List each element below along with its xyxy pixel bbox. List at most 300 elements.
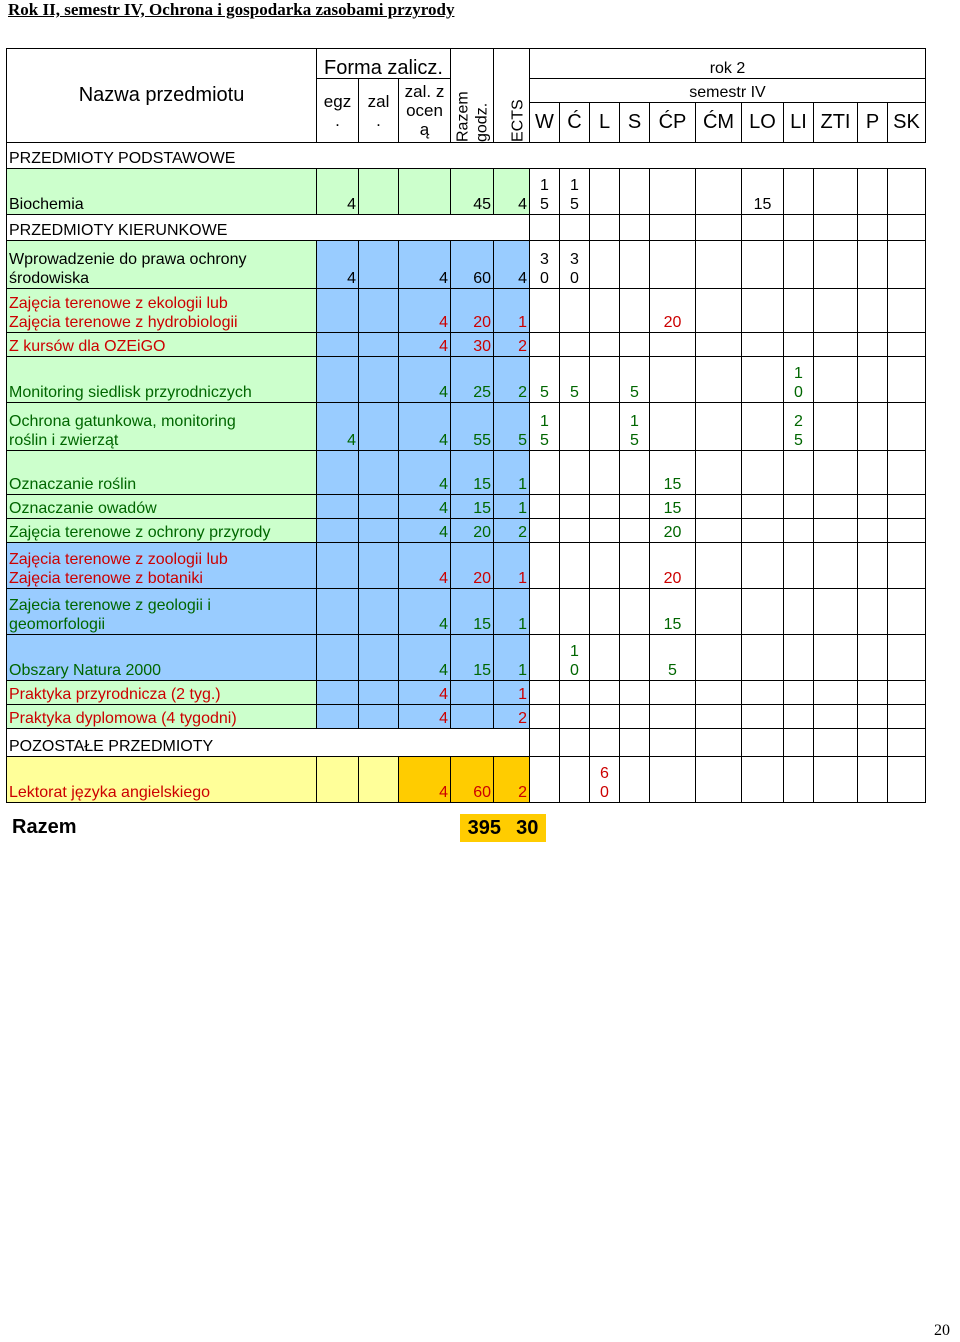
- cell-zal: [359, 589, 399, 635]
- cell-li: [784, 169, 814, 215]
- cell-cp: [650, 705, 696, 729]
- cell-cm: [696, 543, 742, 589]
- cell-zti: [814, 705, 858, 729]
- cell-w: [530, 681, 560, 705]
- cell-c: 1 0: [560, 635, 590, 681]
- table-row: [7, 333, 926, 357]
- cell-zalo: 4: [399, 357, 451, 403]
- cell-p: [858, 403, 888, 451]
- header-zal: zal .: [359, 79, 399, 143]
- cell-c: [560, 403, 590, 451]
- cell-c: [560, 543, 590, 589]
- cell-s: [620, 333, 650, 357]
- course-name: Z kursów dla OZEiGO: [7, 333, 317, 357]
- document-title: Rok II, semestr IV, Ochrona i gospodarka zasobami przyrody: [8, 0, 455, 19]
- empty-cell: [742, 215, 784, 241]
- cell-w: [530, 519, 560, 543]
- cell-sk: [888, 705, 926, 729]
- cell-li: [784, 681, 814, 705]
- cell-p: [858, 635, 888, 681]
- cell-li: [784, 543, 814, 589]
- cell-l: [590, 357, 620, 403]
- cell-p: [858, 757, 888, 803]
- header-zal-ocena: zal. z ocen ą: [399, 79, 451, 143]
- cell-c: [560, 333, 590, 357]
- cell-li: [784, 589, 814, 635]
- cell-sk: [888, 169, 926, 215]
- cell-zti: [814, 495, 858, 519]
- cell-zal: [359, 289, 399, 333]
- section-kierunkowe: PRZEDMIOTY KIERUNKOWE: [7, 215, 530, 241]
- cell-zal: [359, 635, 399, 681]
- total-hours: 395: [467, 816, 501, 839]
- cell-ects: 2: [494, 357, 530, 403]
- cell-zalo: 4: [399, 289, 451, 333]
- empty-cell: [650, 215, 696, 241]
- cell-ects: 4: [494, 169, 530, 215]
- cell-p: [858, 289, 888, 333]
- header-egz: egz .: [317, 79, 359, 143]
- cell-zti: [814, 519, 858, 543]
- header-type-cp: ĆP: [650, 103, 696, 143]
- cell-zalo: 4: [399, 635, 451, 681]
- cell-cp: 20: [650, 289, 696, 333]
- cell-cp: [650, 681, 696, 705]
- cell-lo: [742, 333, 784, 357]
- cell-zal: [359, 241, 399, 289]
- header-ects: ECTS: [494, 49, 530, 143]
- cell-ects: 4: [494, 241, 530, 289]
- cell-sk: [888, 589, 926, 635]
- cell-cm: [696, 241, 742, 289]
- cell-p: [858, 169, 888, 215]
- cell-razem: 30: [451, 333, 494, 357]
- cell-zalo: 4: [399, 543, 451, 589]
- empty-cell: [620, 215, 650, 241]
- cell-ects: 2: [494, 519, 530, 543]
- page-number: 20: [934, 1322, 950, 1339]
- cell-li: [784, 333, 814, 357]
- cell-ects: 5: [494, 403, 530, 451]
- cell-cp: [650, 333, 696, 357]
- section-podstawowe: PRZEDMIOTY PODSTAWOWE: [7, 143, 926, 169]
- table-row: [7, 757, 926, 803]
- cell-l: [590, 451, 620, 495]
- cell-l: [590, 519, 620, 543]
- header-type-w: W: [530, 103, 560, 143]
- cell-zti: [814, 681, 858, 705]
- empty-cell: [888, 729, 926, 757]
- cell-egz: [317, 705, 359, 729]
- cell-l: [590, 705, 620, 729]
- header-type-c: Ć: [560, 103, 590, 143]
- cell-li: [784, 757, 814, 803]
- cell-zti: [814, 289, 858, 333]
- course-name: Monitoring siedlisk przyrodniczych: [7, 357, 317, 403]
- cell-cm: [696, 451, 742, 495]
- cell-razem: 25: [451, 357, 494, 403]
- cell-li: [784, 705, 814, 729]
- cell-w: [530, 635, 560, 681]
- cell-zti: [814, 635, 858, 681]
- cell-sk: [888, 403, 926, 451]
- cell-sk: [888, 333, 926, 357]
- cell-zal: [359, 705, 399, 729]
- cell-s: [620, 705, 650, 729]
- cell-lo: [742, 495, 784, 519]
- cell-l: [590, 589, 620, 635]
- cell-zalo: 4: [399, 681, 451, 705]
- table-row: [7, 705, 926, 729]
- cell-w: [530, 705, 560, 729]
- cell-c: [560, 519, 590, 543]
- cell-egz: [317, 333, 359, 357]
- course-name: Zajęcia terenowe z zoologii lub Zajęcia terenowe z botaniki: [7, 543, 317, 589]
- cell-l: [590, 333, 620, 357]
- cell-razem: 20: [451, 519, 494, 543]
- cell-razem: 15: [451, 635, 494, 681]
- empty-cell: [696, 729, 742, 757]
- cell-zalo: 4: [399, 403, 451, 451]
- cell-zalo: 4: [399, 451, 451, 495]
- table-row: [7, 357, 926, 403]
- cell-s: 5: [620, 357, 650, 403]
- total-label: Razem: [12, 816, 77, 838]
- cell-ects: 1: [494, 289, 530, 333]
- cell-ects: 1: [494, 589, 530, 635]
- header-type-cm: ĆM: [696, 103, 742, 143]
- cell-sk: [888, 519, 926, 543]
- cell-ects: 1: [494, 543, 530, 589]
- cell-cm: [696, 289, 742, 333]
- cell-cm: [696, 495, 742, 519]
- cell-razem: 45: [451, 169, 494, 215]
- cell-razem: 60: [451, 757, 494, 803]
- cell-ects: 1: [494, 495, 530, 519]
- cell-zalo: 4: [399, 495, 451, 519]
- cell-egz: [317, 357, 359, 403]
- table-row: [7, 495, 926, 519]
- cell-cp: [650, 403, 696, 451]
- cell-l: [590, 241, 620, 289]
- cell-cp: [650, 357, 696, 403]
- cell-egz: [317, 543, 359, 589]
- cell-s: [620, 451, 650, 495]
- cell-l: [590, 403, 620, 451]
- cell-s: 1 5: [620, 403, 650, 451]
- table-row: [7, 169, 926, 215]
- cell-l: [590, 495, 620, 519]
- cell-cp: 15: [650, 451, 696, 495]
- table-row: [7, 635, 926, 681]
- cell-w: [530, 451, 560, 495]
- empty-cell: [560, 215, 590, 241]
- cell-ects: 2: [494, 333, 530, 357]
- course-name: Zajęcia terenowe z ekologii lub Zajęcia terenowe z hydrobiologii: [7, 289, 317, 333]
- empty-cell: [784, 215, 814, 241]
- cell-li: [784, 289, 814, 333]
- cell-cm: [696, 681, 742, 705]
- header-type-zti: ZTI: [814, 103, 858, 143]
- cell-l: [590, 169, 620, 215]
- cell-egz: [317, 519, 359, 543]
- course-name: Zajecia terenowe z geologii i geomorfologii: [7, 589, 317, 635]
- cell-s: [620, 519, 650, 543]
- section-pozostale: POZOSTAŁE PRZEDMIOTY: [7, 729, 530, 757]
- cell-l: 6 0: [590, 757, 620, 803]
- empty-cell: [742, 729, 784, 757]
- cell-lo: [742, 451, 784, 495]
- empty-cell: [888, 215, 926, 241]
- cell-cm: [696, 333, 742, 357]
- cell-lo: [742, 635, 784, 681]
- header-forma: Forma zalicz.: [317, 49, 451, 79]
- table-row: [7, 241, 926, 289]
- cell-sk: [888, 451, 926, 495]
- cell-zal: [359, 451, 399, 495]
- cell-lo: [742, 589, 784, 635]
- table-row: [7, 403, 926, 451]
- cell-ects: 1: [494, 635, 530, 681]
- cell-egz: [317, 589, 359, 635]
- header-name: Nazwa przedmiotu: [7, 49, 317, 143]
- cell-li: [784, 635, 814, 681]
- header-type-p: P: [858, 103, 888, 143]
- cell-zalo: 4: [399, 519, 451, 543]
- empty-cell: [590, 729, 620, 757]
- course-name: Praktyka dyplomowa (4 tygodni): [7, 705, 317, 729]
- empty-cell: [696, 215, 742, 241]
- cell-zti: [814, 589, 858, 635]
- cell-ects: 2: [494, 757, 530, 803]
- cell-s: [620, 757, 650, 803]
- cell-sk: [888, 543, 926, 589]
- cell-c: [560, 705, 590, 729]
- cell-cp: [650, 241, 696, 289]
- cell-p: [858, 519, 888, 543]
- cell-zal: [359, 519, 399, 543]
- cell-li: [784, 241, 814, 289]
- empty-cell: [530, 215, 560, 241]
- cell-ects: 1: [494, 451, 530, 495]
- course-name: Biochemia: [7, 169, 317, 215]
- cell-zal: [359, 403, 399, 451]
- cell-zalo: [399, 169, 451, 215]
- cell-zal: [359, 357, 399, 403]
- cell-sk: [888, 241, 926, 289]
- cell-l: [590, 289, 620, 333]
- header-type-lo: LO: [742, 103, 784, 143]
- header-type-li: LI: [784, 103, 814, 143]
- cell-cp: 20: [650, 519, 696, 543]
- study-plan-table: [6, 48, 926, 803]
- cell-w: 1 5: [530, 169, 560, 215]
- cell-c: [560, 495, 590, 519]
- cell-sk: [888, 681, 926, 705]
- cell-egz: [317, 635, 359, 681]
- cell-p: [858, 589, 888, 635]
- cell-cp: 15: [650, 495, 696, 519]
- cell-l: [590, 681, 620, 705]
- cell-egz: [317, 289, 359, 333]
- cell-li: [784, 519, 814, 543]
- cell-cp: [650, 757, 696, 803]
- cell-zal: [359, 495, 399, 519]
- header-type-s: S: [620, 103, 650, 143]
- cell-w: [530, 333, 560, 357]
- cell-cp: [650, 169, 696, 215]
- cell-cm: [696, 519, 742, 543]
- cell-w: 5: [530, 357, 560, 403]
- cell-sk: [888, 357, 926, 403]
- cell-c: 5: [560, 357, 590, 403]
- cell-zal: [359, 333, 399, 357]
- cell-zti: [814, 333, 858, 357]
- cell-zti: [814, 169, 858, 215]
- empty-cell: [650, 729, 696, 757]
- cell-razem: 15: [451, 451, 494, 495]
- cell-zti: [814, 241, 858, 289]
- table-row: [7, 589, 926, 635]
- cell-c: [560, 451, 590, 495]
- header-semestr: semestr IV: [530, 79, 926, 103]
- empty-cell: [814, 215, 858, 241]
- cell-cm: [696, 635, 742, 681]
- empty-cell: [530, 729, 560, 757]
- cell-w: 3 0: [530, 241, 560, 289]
- cell-cm: [696, 705, 742, 729]
- cell-zalo: 4: [399, 589, 451, 635]
- table-row: [7, 543, 926, 589]
- empty-cell: [560, 729, 590, 757]
- cell-zalo: 4: [399, 757, 451, 803]
- cell-cm: [696, 757, 742, 803]
- cell-p: [858, 451, 888, 495]
- cell-egz: 4: [317, 169, 359, 215]
- header-rok: rok 2: [530, 49, 926, 79]
- cell-p: [858, 333, 888, 357]
- empty-cell: [590, 215, 620, 241]
- cell-zalo: 4: [399, 333, 451, 357]
- cell-zal: [359, 757, 399, 803]
- total-box: [460, 814, 546, 842]
- course-name: Obszary Natura 2000: [7, 635, 317, 681]
- empty-cell: [858, 215, 888, 241]
- cell-sk: [888, 289, 926, 333]
- cell-egz: 4: [317, 403, 359, 451]
- cell-w: [530, 757, 560, 803]
- cell-s: [620, 169, 650, 215]
- cell-l: [590, 635, 620, 681]
- course-name: Ochrona gatunkowa, monitoring roślin i zwierząt: [7, 403, 317, 451]
- cell-ects: 1: [494, 681, 530, 705]
- header-razem: Razem godz.: [451, 49, 494, 143]
- cell-s: [620, 635, 650, 681]
- cell-sk: [888, 757, 926, 803]
- cell-p: [858, 495, 888, 519]
- cell-zal: [359, 681, 399, 705]
- cell-zti: [814, 403, 858, 451]
- cell-razem: 55: [451, 403, 494, 451]
- cell-lo: [742, 705, 784, 729]
- cell-lo: [742, 757, 784, 803]
- table-row: [7, 289, 926, 333]
- cell-lo: 15: [742, 169, 784, 215]
- empty-cell: [814, 729, 858, 757]
- cell-egz: [317, 451, 359, 495]
- cell-cp: 15: [650, 589, 696, 635]
- cell-p: [858, 357, 888, 403]
- cell-razem: 15: [451, 589, 494, 635]
- cell-p: [858, 705, 888, 729]
- table-row: [7, 451, 926, 495]
- cell-razem: 60: [451, 241, 494, 289]
- cell-cp: 5: [650, 635, 696, 681]
- cell-s: [620, 681, 650, 705]
- table-row: [7, 519, 926, 543]
- cell-ects: 2: [494, 705, 530, 729]
- course-name: Zajęcia terenowe z ochrony przyrody: [7, 519, 317, 543]
- cell-zti: [814, 357, 858, 403]
- cell-zalo: 4: [399, 705, 451, 729]
- cell-l: [590, 543, 620, 589]
- cell-li: 1 0: [784, 357, 814, 403]
- cell-lo: [742, 241, 784, 289]
- cell-p: [858, 241, 888, 289]
- cell-cm: [696, 589, 742, 635]
- cell-s: [620, 589, 650, 635]
- cell-zti: [814, 757, 858, 803]
- cell-egz: 4: [317, 241, 359, 289]
- cell-p: [858, 543, 888, 589]
- cell-razem: 20: [451, 543, 494, 589]
- cell-s: [620, 241, 650, 289]
- cell-li: [784, 451, 814, 495]
- cell-sk: [888, 635, 926, 681]
- cell-cm: [696, 357, 742, 403]
- cell-s: [620, 289, 650, 333]
- cell-razem: 20: [451, 289, 494, 333]
- course-name: Oznaczanie roślin: [7, 451, 317, 495]
- course-name: Wprowadzenie do prawa ochrony środowiska: [7, 241, 317, 289]
- header-type-l: L: [590, 103, 620, 143]
- cell-lo: [742, 681, 784, 705]
- cell-zti: [814, 451, 858, 495]
- cell-sk: [888, 495, 926, 519]
- cell-egz: [317, 495, 359, 519]
- cell-razem: 15: [451, 495, 494, 519]
- cell-zti: [814, 543, 858, 589]
- cell-li: [784, 495, 814, 519]
- table-row: [7, 681, 926, 705]
- course-name: Praktyka przyrodnicza (2 tyg.): [7, 681, 317, 705]
- cell-p: [858, 681, 888, 705]
- cell-zalo: 4: [399, 241, 451, 289]
- cell-c: [560, 589, 590, 635]
- empty-cell: [784, 729, 814, 757]
- cell-lo: [742, 357, 784, 403]
- cell-zal: [359, 169, 399, 215]
- cell-c: 3 0: [560, 241, 590, 289]
- empty-cell: [620, 729, 650, 757]
- cell-egz: [317, 681, 359, 705]
- cell-s: [620, 495, 650, 519]
- cell-w: [530, 289, 560, 333]
- cell-egz: [317, 757, 359, 803]
- cell-w: 1 5: [530, 403, 560, 451]
- cell-s: [620, 543, 650, 589]
- cell-w: [530, 589, 560, 635]
